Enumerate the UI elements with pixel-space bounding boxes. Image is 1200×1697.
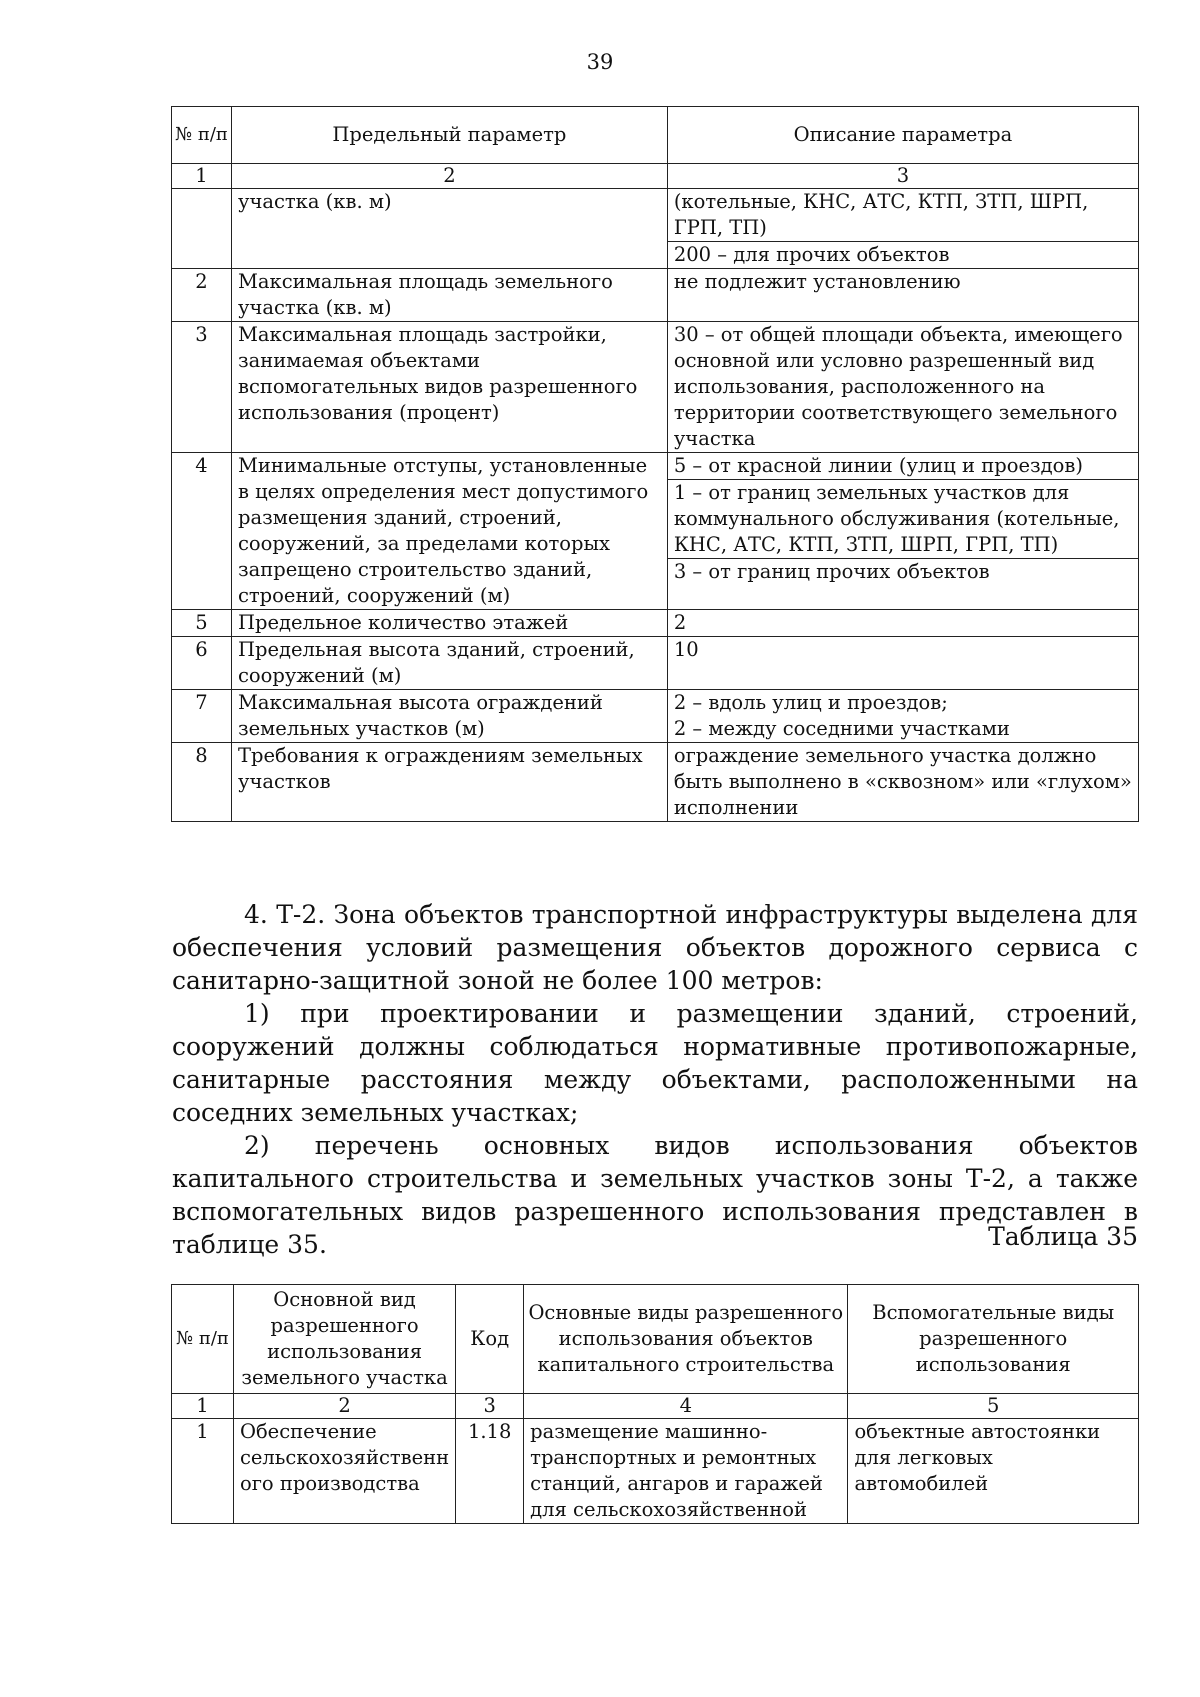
parameters-table: [171, 106, 1139, 822]
index-cell: 2: [231, 164, 667, 189]
header-num: № п/п: [172, 1285, 234, 1394]
row-main-kinds-oks: размещение машинно-транспортных и ремонтных станций, ангаров и гаражей для сельскохозяйственной: [524, 1419, 848, 1524]
row-num: 3: [172, 322, 232, 453]
row-desc: не подлежит установлению: [667, 269, 1138, 322]
table-row: [172, 269, 1139, 322]
table-row: [172, 1419, 1139, 1524]
index-cell: 5: [848, 1394, 1139, 1419]
table-row: [172, 322, 1139, 453]
table-row: [172, 453, 1139, 610]
table-row: [172, 690, 1139, 743]
row-main-kind: Обеспечение сельскохозяйственн ого производства: [233, 1419, 455, 1524]
row-num: 8: [172, 743, 232, 822]
row-param: Предельная высота зданий, строений, сооружений (м): [231, 637, 667, 690]
row-param: участка (кв. м): [231, 189, 667, 269]
row-param: Минимальные отступы, установленные в целях определения мест допустимого размещения зданий, строений, сооружений, за пределами которых запрещено строительство зданий, строений, сооружений (м): [231, 453, 667, 610]
page-number: 39: [586, 50, 614, 74]
row-param: Требования к ограждениям земельных участков: [231, 743, 667, 822]
row-num: 6: [172, 637, 232, 690]
row-num: 1: [172, 1419, 234, 1524]
land-use-table: [171, 1284, 1139, 1524]
row-param: Предельное количество этажей: [231, 610, 667, 637]
row-code: 1.18: [456, 1419, 524, 1524]
paragraph: 4. Т-2. Зона объектов транспортной инфраструктуры выделена для обеспечения условий размещения объектов дорожного сервиса с санитарно-защитной зоной не более 100 метров:: [172, 900, 1138, 995]
header-aux-kinds: Вспомогательные виды разрешенного использования: [848, 1285, 1139, 1394]
body-text: [172, 898, 1138, 1261]
index-row: [172, 164, 1139, 189]
index-cell: 3: [456, 1394, 524, 1419]
header-num: № п/п: [172, 107, 232, 164]
row-num: 4: [172, 453, 232, 610]
desc-line: 2 – вдоль улиц и проездов;: [673, 691, 948, 714]
index-cell: 1: [172, 1394, 234, 1419]
row-desc: [667, 453, 1138, 610]
desc-line: 5 – от красной линии (улиц и проездов): [668, 453, 1138, 480]
index-row: [172, 1394, 1139, 1419]
desc-line: 200 – для прочих объектов: [673, 243, 950, 266]
row-desc: 30 – от общей площади объекта, имеющего основной или условно разрешенный вид использования, расположенного на территории соответствующего земельного участка: [667, 322, 1138, 453]
row-num: 7: [172, 690, 232, 743]
row-desc: [667, 690, 1138, 743]
table-row: [172, 610, 1139, 637]
paragraph: 2) перечень основных видов использования объектов капитального строительства и земельных участков зоны Т-2, а также вспомогательных видов разрешенного использования представлен в таблице 35.: [172, 1131, 1138, 1259]
index-cell: 3: [667, 164, 1138, 189]
index-cell: 4: [524, 1394, 848, 1419]
row-num: 5: [172, 610, 232, 637]
index-cell: 1: [172, 164, 232, 189]
desc-line: 2 – между соседними участками: [673, 717, 1010, 740]
table-header-row: [172, 107, 1139, 164]
table-header-row: [172, 1285, 1139, 1394]
row-aux-kinds: объектные автостоянки для легковых автомобилей: [848, 1419, 1139, 1524]
header-main-kind: Основной вид разрешенного использования земельного участка: [233, 1285, 455, 1394]
index-cell: 2: [233, 1394, 455, 1419]
header-main-kinds-oks: Основные виды разрешенного использования объектов капитального строительства: [524, 1285, 848, 1394]
table-row: [172, 189, 1139, 269]
header-code: Код: [456, 1285, 524, 1394]
paragraph: 1) при проектировании и размещении зданий, строений, сооружений должны соблюдаться нормативные противопожарные, санитарные расстояния между объектами, расположенными на соседних земельных участках;: [172, 999, 1138, 1127]
row-param: Максимальная площадь земельного участка (кв. м): [231, 269, 667, 322]
row-desc: 10: [667, 637, 1138, 690]
desc-line: 3 – от границ прочих объектов: [673, 560, 990, 583]
row-desc: 2: [667, 610, 1138, 637]
table-row: [172, 637, 1139, 690]
row-desc: ограждение земельного участка должно быть выполнено в «сквозном» или «глухом» исполнении: [667, 743, 1138, 822]
desc-line: 1 – от границ земельных участков для коммунального обслуживания (котельные, КНС, АТС, КТП, ЗТП, ШРП, ГРП, ТП): [668, 480, 1138, 559]
row-num: [172, 189, 232, 269]
desc-line: (котельные, КНС, АТС, КТП, ЗТП, ШРП, ГРП, ТП): [668, 189, 1138, 242]
header-desc: Описание параметра: [667, 107, 1138, 164]
row-param: Максимальная площадь застройки, занимаемая объектами вспомогательных видов разрешенного использования (процент): [231, 322, 667, 453]
row-param: Максимальная высота ограждений земельных участков (м): [231, 690, 667, 743]
row-num: 2: [172, 269, 232, 322]
header-param: Предельный параметр: [231, 107, 667, 164]
table-row: [172, 743, 1139, 822]
row-desc: [667, 189, 1138, 269]
table-caption: Таблица 35: [988, 1222, 1138, 1251]
